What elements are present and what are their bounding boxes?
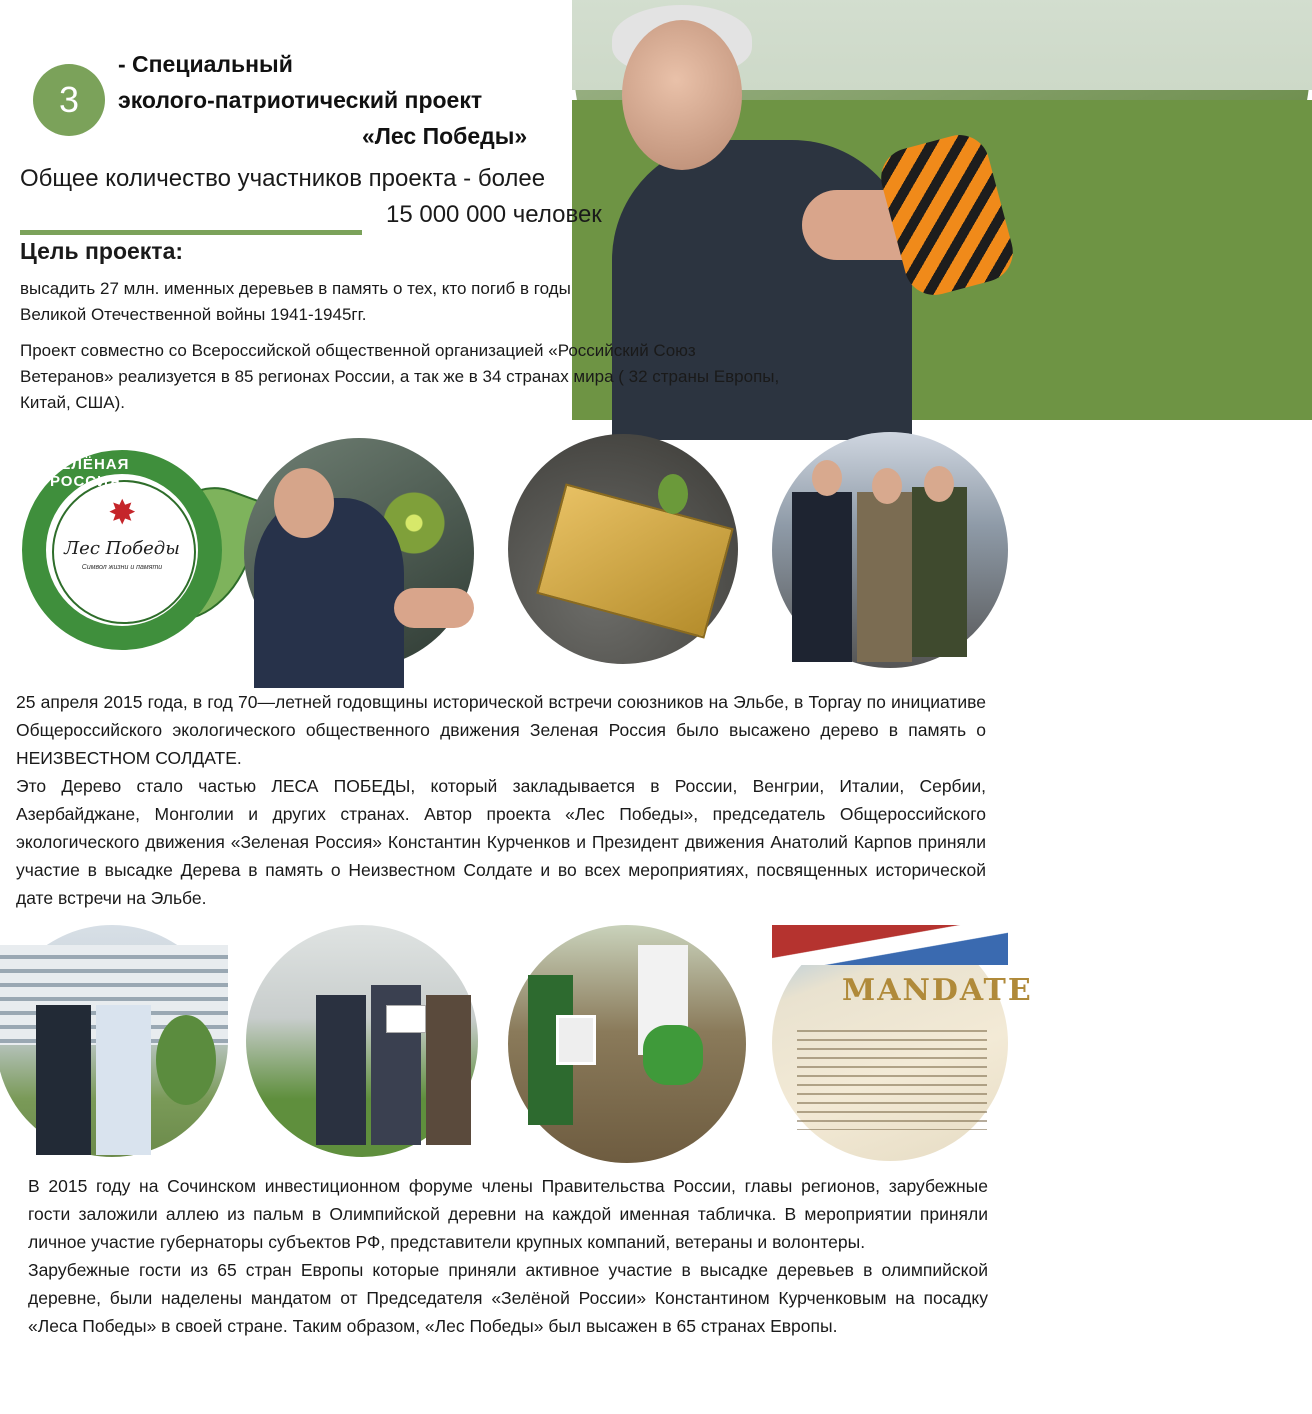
divider	[20, 230, 362, 235]
photo-tree-planting-2	[246, 925, 478, 1157]
goal-text: высадить 27 млн. именных деревьев в память о тех, кто погиб в годы Великой Отечественной войны 1941-1945гг.	[20, 279, 571, 324]
paragraph-sochi	[28, 1172, 988, 1340]
paragraph-sochi-a: В 2015 году на Сочинском инвестиционном форуме члены Правительства России, главы регионов, зарубежные гости заложили аллею из пальм в Олимпийской деревни на каждой именная табличка. В мероприятии приняли личное участие губернаторы субъектов РФ, представители крупных компаний, ветераны и волонтеры.	[28, 1176, 988, 1252]
title-line-3: «Лес Победы»	[362, 123, 528, 149]
photo-volunteers	[508, 925, 746, 1163]
goal-heading: Цель проекта:	[20, 238, 184, 264]
les-pobedy-logo	[22, 450, 242, 670]
logo-ring-text: ЗЕЛЁНАЯ РОССИЯ	[50, 456, 130, 490]
paragraph-elbe	[16, 688, 986, 912]
order-star-icon: ✸	[108, 494, 137, 532]
logo-subtitle: Символ жизни и памяти	[81, 564, 163, 571]
mandate-title: MANDATE	[842, 973, 1033, 1008]
participants-count: 15 000 000 человек	[386, 201, 602, 228]
title-line-1: - Специальный	[118, 51, 293, 77]
paragraph-sochi-b: Зарубежные гости из 65 стран Европы которые приняли активное участие в высадке деревьев в олимпийской деревне, были наделены мандатом от Председателя «Зелёной России» Константином Курченковым на посадку «Леса Победы» в своей стране. Таким образом, «Лес Победы» был высажен в 65 странах Европы.	[28, 1260, 988, 1336]
paragraph-elbe-a: 25 апреля 2015 года, в год 70—летней годовщины исторической встречи союзников на Эльбе, в Торгау по инициативе Общероссийского экологического общественного движения Зеленая Россия было высажено дерево в память о НЕИЗВЕСТНОМ СОЛДАТЕ.	[16, 692, 986, 768]
logo-name: Лес Победы	[64, 538, 180, 559]
participants-text: Общее количество участников проекта - более	[20, 165, 546, 192]
section-number-badge: 3	[33, 64, 105, 136]
photo-planting-1	[244, 438, 474, 668]
photo-mandate-document	[772, 925, 1033, 1161]
paragraph-elbe-b: Это Дерево стало частью ЛЕСА ПОБЕДЫ, который закладывается в России, Венгрии, Италии, Сербии, Азербайджане, Монголии и других странах. Автор проекта «Лес Победы», председатель Общероссийского экологического движения «Зеленая Россия» Константин Курченков и Президент движения Анатолий Карпов приняли участие в высадке Дерева в память о Неизвестном Солдате и во всех мероприятиях, посвященных исторической дате встречи на Эльбе.	[16, 776, 986, 908]
photo-name-plaque	[508, 434, 738, 664]
photo-handshake	[0, 925, 228, 1157]
photo-group-veterans	[772, 432, 1008, 668]
partnership-text: Проект совместно со Всероссийской общественной организацией «Российский Союз Ветеранов» реализуется в 85 регионах России, а так же в 34 странах мира ( 32 страны Европы, Китай, США).	[20, 341, 780, 412]
title-line-2: эколого-патриотический проект	[118, 87, 483, 113]
